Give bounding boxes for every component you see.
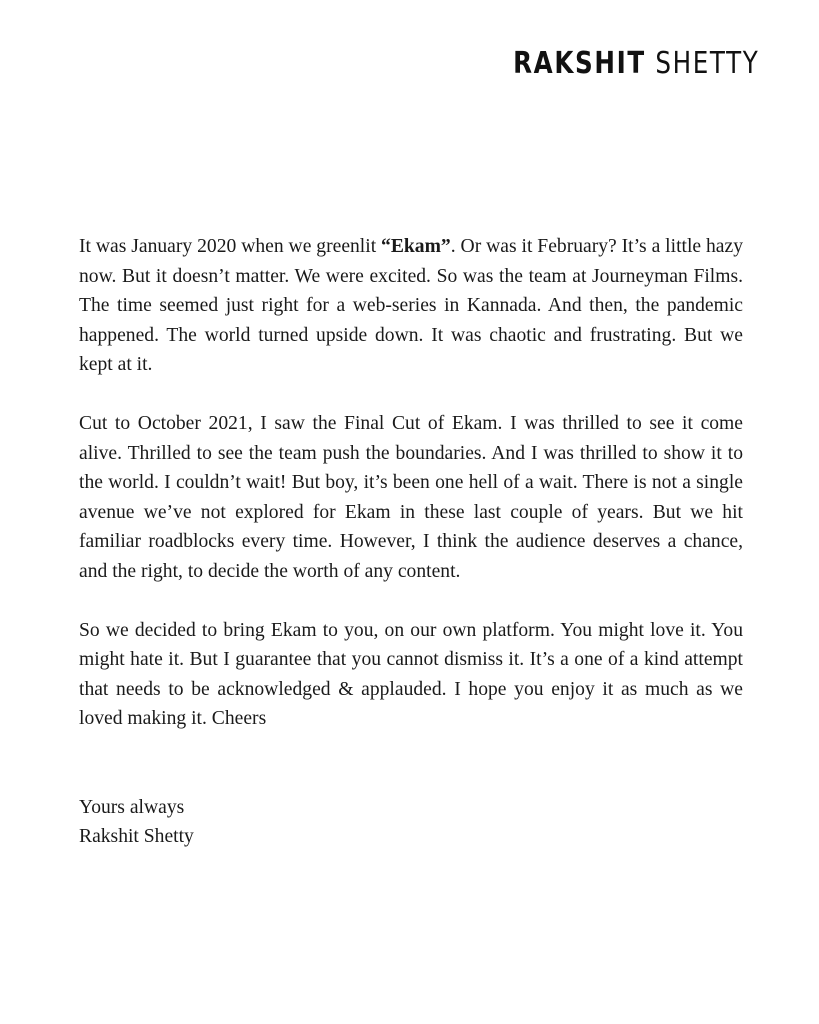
- closing-line: Yours always: [79, 796, 185, 818]
- paragraph-1: [79, 232, 743, 380]
- series-title: “Ekam”: [381, 236, 451, 257]
- letterhead-first-name: RAKSHIT: [512, 46, 646, 81]
- signature-name: Rakshit Shetty: [79, 826, 194, 847]
- paragraph-1-after: . Or was it February? It’s a little hazy now. But it doesn’t matter. We were excited. So was the team at Journeyman Films. The time seemed just right for a web-series in Kannada. And then, the pandemic happened. The world turned upside down. It was chaotic and frustrating. But we kept at it.: [79, 236, 743, 375]
- signoff: [79, 793, 743, 852]
- paragraph-3: So we decided to bring Ekam to you, on our own platform. You might love it. You might hate it. But I guarantee that you cannot dismiss it. It’s a one of a kind attempt that needs to be acknowledged & applauded. I hope you enjoy it as much as we loved making it. Cheers: [79, 619, 743, 729]
- letterhead: [513, 46, 759, 81]
- paragraph-1-before: It was January 2020 when we greenlit: [79, 236, 382, 257]
- letterhead-last-name: SHETTY: [654, 46, 759, 81]
- letter-body: [79, 232, 743, 852]
- paragraph-2: Cut to October 2021, I saw the Final Cut of Ekam. I was thrilled to see it come alive. Thrilled to see the team push the boundaries. And I was thrilled to show it to the world. I couldn’t wait! But boy, it’s been one hell of a wait. There is not a single avenue we’ve not explored for Ekam in these last couple of years. But we hit familiar roadblocks every time. However, I think the audience deserves a chance, and the right, to decide the worth of any content.: [79, 413, 743, 582]
